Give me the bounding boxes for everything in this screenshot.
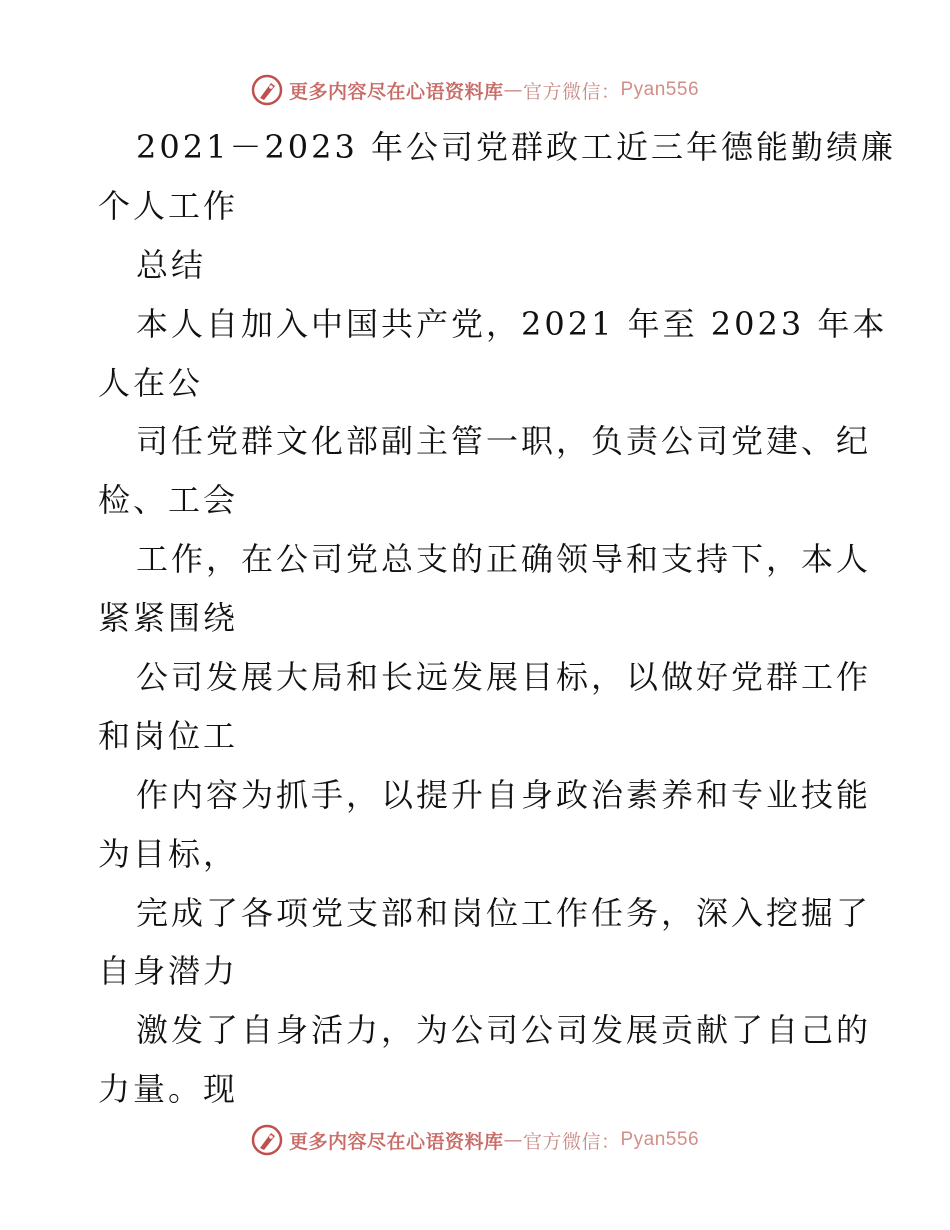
document-line: 检、工会 bbox=[98, 481, 239, 520]
document-line: 本人自加入中国共产党，2021 年至 2023 年本 bbox=[136, 304, 888, 343]
document-line: 总结 bbox=[136, 245, 207, 284]
pen-nib-logo-icon bbox=[251, 74, 283, 106]
document-body bbox=[98, 118, 897, 1119]
document-line: 自身潜力 bbox=[98, 952, 239, 991]
document-line: 为目标， bbox=[98, 834, 239, 873]
document-line: 作内容为抓手，以提升自身政治素养和专业技能 bbox=[136, 775, 872, 814]
document-line: 和岗位工 bbox=[98, 716, 239, 755]
watermark-wechat-label: 官方微信： bbox=[522, 1130, 621, 1153]
footer-watermark bbox=[0, 1120, 950, 1160]
document-line: 力量。现 bbox=[98, 1070, 239, 1109]
document-line: 2021－2023 年公司党群政工近三年德能勤绩廉 bbox=[136, 128, 897, 166]
watermark-wechat-id: Pyan556 bbox=[620, 1129, 700, 1150]
document-line: 人在公 bbox=[98, 363, 204, 402]
watermark-separator: — bbox=[503, 79, 523, 101]
pen-nib-logo-icon bbox=[251, 1124, 283, 1156]
watermark-separator: — bbox=[503, 1129, 523, 1151]
watermark-wechat-label: 官方微信： bbox=[522, 80, 621, 103]
header-watermark bbox=[0, 70, 950, 110]
watermark-wechat-id: Pyan556 bbox=[620, 79, 700, 100]
document-line: 个人工作 bbox=[98, 186, 239, 225]
document-line: 紧紧围绕 bbox=[98, 599, 239, 638]
document-line: 激发了自身活力，为公司公司发展贡献了自己的 bbox=[136, 1011, 872, 1050]
document-line: 工作，在公司党总支的正确领导和支持下，本人 bbox=[136, 540, 872, 579]
document-line: 公司发展大局和长远发展目标，以做好党群工作 bbox=[136, 658, 872, 697]
watermark-main-text: 更多内容尽在心语资料库 bbox=[288, 1130, 504, 1153]
document-line: 完成了各项党支部和岗位工作任务，深入挖掘了 bbox=[136, 893, 872, 932]
watermark-main-text: 更多内容尽在心语资料库 bbox=[288, 80, 504, 103]
document-line: 司任党群文化部副主管一职，负责公司党建、纪 bbox=[136, 422, 872, 461]
